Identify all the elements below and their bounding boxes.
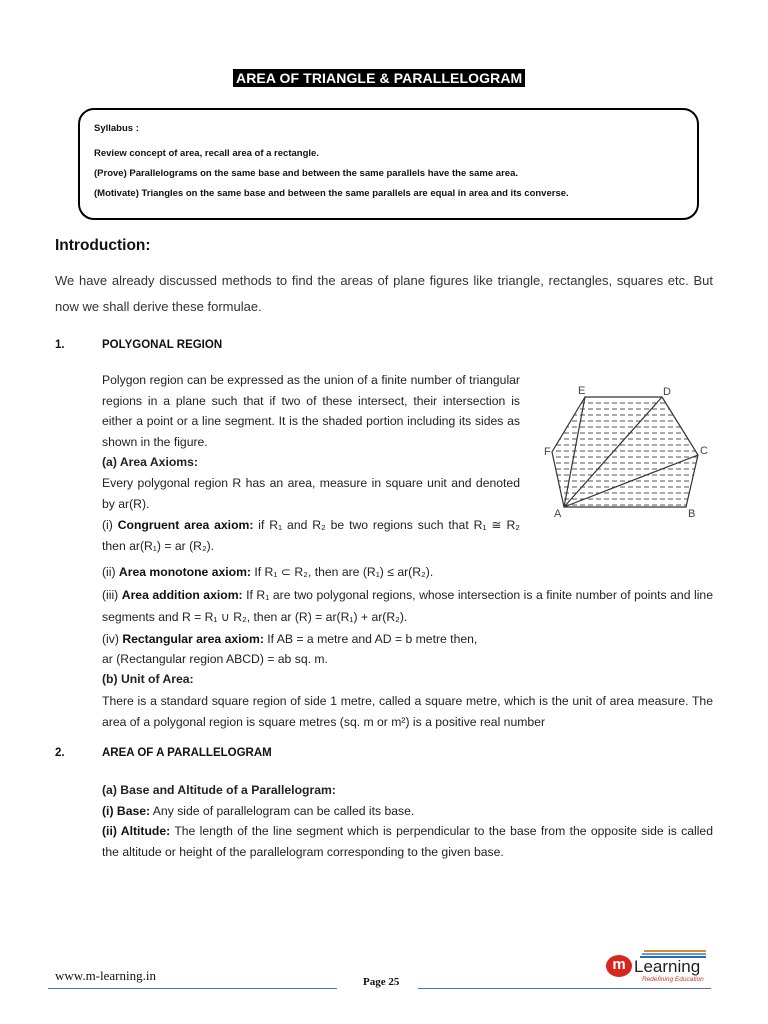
axiom-prefix: (i) (102, 518, 118, 532)
label-c: C (700, 445, 708, 457)
axiom-prefix: (iv) (102, 632, 123, 646)
label-e: E (578, 385, 586, 397)
introduction-text: We have already discussed methods to find the areas of plane figures like triangle, rectangles, squares etc. But now we shall derive these formulae. (55, 273, 713, 314)
altitude-text: The length of the line segment which is perpendicular to the base from the opposite side is called the altitude or height of the parallelogram corresponding to the given base. (102, 824, 713, 859)
section-number: 2. (55, 747, 65, 759)
axiom-text: If AB = a metre and AD = b metre then, (263, 632, 478, 646)
website-link[interactable]: www.m-learning.in (55, 968, 156, 983)
area-axioms-heading: (a) Area Axioms: (102, 455, 198, 469)
axiom-monotone (102, 562, 713, 583)
base-text: Any side of parallelogram can be called its base. (150, 804, 415, 818)
axiom-title: Area monotone axiom: (118, 565, 251, 579)
altitude-definition (102, 821, 713, 862)
logo-mark: m (606, 955, 632, 977)
logo-tagline: Redefining Education (642, 976, 704, 983)
syllabus-label: Syllabus : (94, 123, 139, 134)
diagonal-ad (564, 397, 662, 507)
section-title: POLYGONAL REGION (102, 339, 223, 351)
m-learning-logo (606, 950, 716, 986)
base-altitude-heading: (a) Base and Altitude of a Parallelogram: (102, 783, 336, 797)
axiom-title: Congruent area axiom: (117, 518, 254, 532)
shading-lines (540, 403, 710, 505)
axiom-text: If R₁ ⊂ R₂, then are (R₁) ≤ ar(R₂). (250, 565, 434, 579)
polygon-region-paragraph: Polygon region can be expressed as the union of a finite number of triangular regions in a plane such that if two of these intersect, their intersection is either a point or a line segment. It is the shaded portion including its sides as shown in the figure. (102, 373, 520, 449)
area-axioms-intro: Every polygonal region R has an area, measure in square unit and denoted by ar(R). (102, 476, 520, 511)
axiom-prefix: (ii) (102, 565, 119, 579)
label-a: A (554, 508, 562, 518)
label-f: F (544, 446, 551, 458)
axiom-title: Area addition axiom: (121, 588, 243, 602)
axiom-congruent (102, 515, 520, 556)
polygon-figure (540, 383, 710, 518)
base-label: (i) Base: (102, 804, 151, 818)
label-b: B (688, 508, 696, 518)
unit-of-area-heading: (b) Unit of Area: (102, 672, 194, 686)
rectangular-result: ar (Rectangular region ABCD) = ab sq. m. (102, 652, 328, 666)
axiom-rectangular (102, 629, 713, 650)
unit-of-area-text: There is a standard square region of side 1 metre, called a square metre, which is the unit of area measure. The area of a polygonal region is square metres (sq. m or m²) is a positive real number (102, 694, 713, 729)
footer-divider (48, 988, 337, 989)
axiom-title: Rectangular area axiom: (122, 632, 264, 646)
axiom-text: if R₁ and R₂ be two regions such that R₁ ≅ R₂ then ar(R₁) = ar (R₂). (102, 518, 520, 553)
label-d: D (663, 386, 671, 398)
syllabus-box (78, 108, 699, 220)
axiom-addition (102, 584, 713, 628)
section-title: AREA OF A PARALLELOGRAM (102, 747, 272, 759)
altitude-label: (ii) Altitude: (102, 824, 171, 838)
section-number: 1. (55, 339, 65, 351)
logo-text: Learning (634, 957, 701, 976)
axiom-prefix: (iii) (102, 588, 122, 602)
syllabus-line: (Prove) Parallelograms on the same base and between the same parallels have the same area. (94, 168, 518, 179)
base-definition (102, 801, 713, 822)
page-number: Page 25 (363, 976, 400, 988)
introduction-heading: Introduction: (55, 237, 151, 254)
page-title: AREA OF TRIANGLE & PARALLELOGRAM (233, 69, 525, 87)
syllabus-line: Review concept of area, recall area of a rectangle. (94, 148, 319, 159)
axiom-text: If R₁ are two polygonal regions, whose intersection is a finite number of points and line segments and R = R₁ ∪ R₂, then ar (R) = ar(R₁) + ar(R₂). (102, 588, 713, 624)
syllabus-line: (Motivate) Triangles on the same base and between the same parallels are equal in area and its converse. (94, 188, 569, 199)
footer-divider (418, 988, 711, 989)
